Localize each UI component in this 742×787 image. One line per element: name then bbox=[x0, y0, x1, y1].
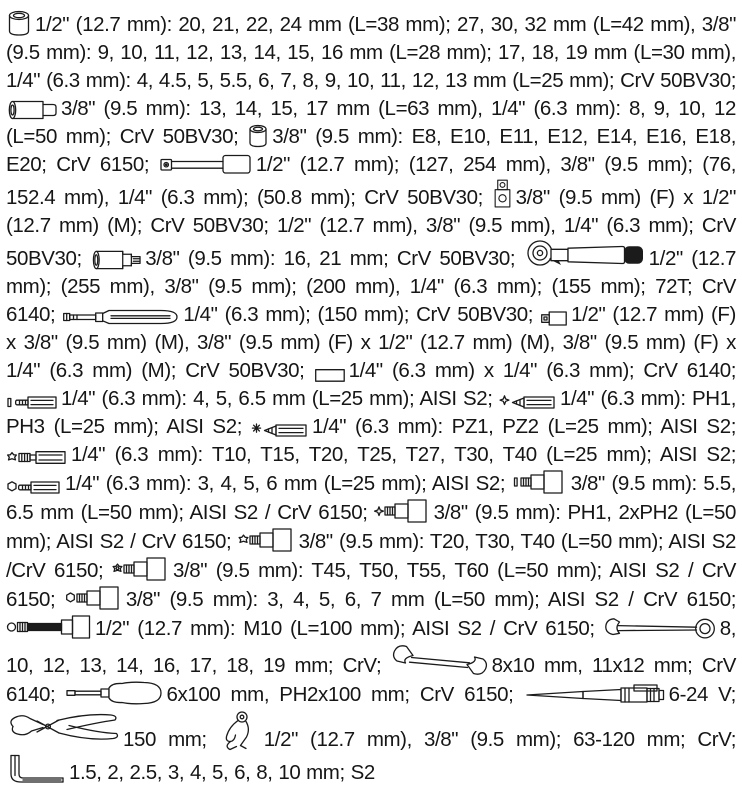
voltage-tester-icon bbox=[525, 684, 665, 706]
spark-plug-socket-icon bbox=[91, 250, 141, 270]
spec-paragraph bbox=[6, 10, 736, 787]
spec-text-segment: 3/8" (9.5 mm): 3, 4, 5, 6, 7 mm (L=50 mm); AISI S2 / CrV 6150; bbox=[125, 588, 736, 611]
slotted-bit-socket-icon bbox=[513, 469, 567, 495]
spec-text-segment: 3/8" (9.5 mm): 16, 21 mm; CrV 50BV30; bbox=[145, 247, 524, 270]
slotted-bit-icon bbox=[7, 395, 57, 410]
spec-text-segment: 1/2" (12.7 mm), 3/8" (9.5 mm); 63-120 mm; CrV; bbox=[263, 728, 736, 751]
spec-text-segment: 1/2" (12.7 mm): M10 (L=100 mm); AISI S2 / CrV 6150; bbox=[95, 617, 603, 640]
spec-text-segment: 8x10 mm, 11x12 mm; CrV 6140; bbox=[6, 654, 736, 706]
screwdriver-icon bbox=[66, 680, 162, 706]
quick-release-adapter-icon bbox=[493, 179, 512, 209]
hex-bit-socket-icon bbox=[66, 585, 122, 611]
spec-text-segment: 1/4" (6.3 mm): 4, 5, 6.5 mm (L=25 mm); AISI S2; bbox=[61, 387, 499, 410]
socket-icon bbox=[7, 10, 31, 36]
pliers-icon bbox=[7, 709, 119, 751]
spec-text-segment: 3/8" (9.5 mm): E8, E10, E11, E12, E14, E16, E18, E20; CrV 6150; bbox=[6, 125, 736, 176]
combination-wrench-icon bbox=[604, 617, 716, 640]
long-bit-socket-icon bbox=[7, 614, 91, 640]
spec-text-segment: 1/2" (12.7 mm); (127, 254 mm), 3/8" (9.5 mm); (76, 152.4 mm), 1/4" (6.3 mm); (50.8 mm); CrV 50BV30; bbox=[6, 153, 736, 209]
spec-text-segment: 3/8" (9.5 mm): T45, T50, T55, T60 (L=50 mm); AISI S2 / CrV 6150; bbox=[6, 559, 736, 611]
spec-text-segment: 6x100 mm, PH2x100 mm; CrV 6150; bbox=[166, 683, 524, 706]
spec-text-segment: 1/4" (6.3 mm): 3, 4, 5, 6 mm (L=25 mm); AISI S2; bbox=[65, 472, 512, 495]
oil-filter-wrench-icon bbox=[220, 709, 260, 751]
spinner-handle-icon bbox=[63, 308, 179, 326]
hex-bit-icon bbox=[7, 480, 61, 495]
spec-text-segment: 1/4" (6.3 mm); (150 mm); CrV 50BV30; bbox=[183, 303, 541, 326]
spec-text-segment: 1/2" (12.7 mm) (F) x 3/8" (9.5 mm) (M), 3/8" (9.5 mm) (F) x 1/2" (12.7 mm) (M), 3/8" (9.5 mm) (F) x 1/4" (6.3 mm) (M); CrV 50BV30; bbox=[6, 303, 736, 382]
spec-text-segment: 3/8" (9.5 mm): 5.5, 6.5 mm (L=50 mm); AISI S2 / CrV 6150; bbox=[6, 472, 736, 524]
spec-text-segment: 1/4" (6.3 mm): T10, T15, T20, T25, T27, T30, T40 (L=25 mm); AISI S2; bbox=[71, 443, 736, 466]
hex-key-icon bbox=[7, 754, 65, 784]
torx-bit-icon bbox=[7, 449, 67, 466]
reducer-adapter-icon bbox=[541, 311, 567, 326]
phillips-bit-icon bbox=[500, 395, 556, 410]
open-end-wrench-icon bbox=[392, 643, 488, 677]
bit-adapter-icon bbox=[315, 369, 345, 382]
deep-socket-icon bbox=[7, 100, 57, 120]
spec-text-segment: 6-24 V; bbox=[668, 683, 736, 706]
e-socket-icon bbox=[248, 124, 268, 148]
pozidriv-bit-icon bbox=[252, 423, 308, 438]
spec-text-segment: 1/4" (6.3 mm) x 1/4" (6.3 mm); CrV 6140; bbox=[348, 359, 737, 382]
extension-bar-icon bbox=[160, 152, 252, 176]
spec-text-segment: 3/8" (9.5 mm): PH1, 2xPH2 (L=50 mm); AISI S2 / CrV 6150; bbox=[6, 501, 736, 553]
phillips-bit-socket-icon bbox=[376, 498, 430, 524]
spec-text-segment: 8, 10, 12, 13, 14, 16, 17, 18, 19 mm; CrV; bbox=[6, 617, 736, 677]
security-torx-bit-socket-icon bbox=[113, 556, 169, 582]
spec-text-segment: 1/2" (12.7 mm); (255 mm), 3/8" (9.5 mm); (200 mm), 1/4" (6.3 mm); (155 mm); 72T; CrV 6140; bbox=[6, 247, 736, 326]
spec-text-segment: 1/4" (6.3 mm): PZ1, PZ2 (L=25 mm); AISI S2; bbox=[311, 415, 737, 438]
ratchet-icon bbox=[525, 240, 645, 270]
spec-text-segment: 150 mm; bbox=[123, 728, 219, 751]
torx-bit-socket-icon bbox=[239, 527, 295, 553]
spec-text-segment: 3/8" (9.5 mm) (F) x 1/2" (12.7 mm) (M); CrV 50BV30; 1/2" (12.7 mm), 3/8" (9.5 mm), 1/4" (6.3 mm); CrV 50BV30; bbox=[6, 186, 736, 270]
spec-text-segment: 1.5, 2, 2.5, 3, 4, 5, 6, 8, 10 mm; S2 bbox=[69, 761, 375, 784]
spec-text-segment: 1/4" (6.3 mm): PH1, PH3 (L=25 mm); AISI S2; bbox=[6, 387, 736, 438]
spec-text-segment: 3/8" (9.5 mm): 13, 14, 15, 17 mm (L=63 mm), 1/4" (6.3 mm): 8, 9, 10, 12 (L=50 mm); CrV 50BV30; bbox=[6, 97, 736, 148]
spec-text-segment: 1/2" (12.7 mm): 20, 21, 22, 24 mm (L=38 mm); 27, 30, 32 mm (L=42 mm), 3/8" (9.5 mm): 9, 10, 11, 12, 13, 14, 15, 16 mm (L=28 mm); 17, 18, 19 mm (L=30 mm), 1/4" (6.3 mm): 4, 4.5, 5, 5.5, 6, 7, 8, 9, 10, 11, 12, 13 mm (L=25 mm); CrV 50BV30; bbox=[6, 13, 736, 92]
spec-text-segment: 3/8" (9.5 mm): T20, T30, T40 (L=50 mm); AISI S2 /CrV 6150; bbox=[6, 530, 736, 582]
